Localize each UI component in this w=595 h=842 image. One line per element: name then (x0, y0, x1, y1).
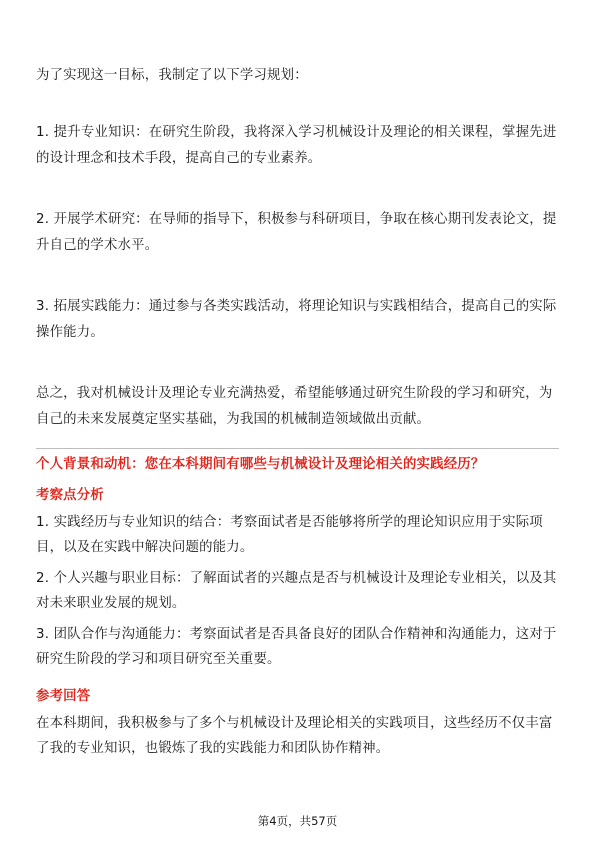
section-divider (36, 448, 559, 449)
analysis-item-3: 3. 团队合作与沟通能力：考察面试者是否具备良好的团队合作精神和沟通能力，这对于研究生阶段的学习和项目研究至关重要。 (36, 627, 557, 667)
page-footer: 第4页，共57页 (257, 814, 338, 828)
plan-item-1: 1. 提升专业知识：在研究生阶段，我将深入学习机械设计及理论的相关课程，掌握先进的设计理念和技术手段，提高自己的专业素养。 (36, 125, 557, 166)
plan-item-2: 2. 开展学术研究：在导师的指导下，积极参与科研项目，争取在核心期刊发表论文，提升自己的学术水平。 (36, 212, 557, 253)
question-heading: 个人背景和动机：您在本科期间有哪些与机械设计及理论相关的实践经历？ (36, 457, 485, 472)
analysis-heading: 考察点分析 (36, 488, 104, 503)
answer-heading: 参考回答 (36, 689, 91, 704)
analysis-item-2: 2. 个人兴趣与职业目标：了解面试者的兴趣点是否与机械设计及理论专业相关，以及其对未来职业发展的规划。 (36, 571, 557, 611)
conclusion-paragraph: 总之，我对机械设计及理论专业充满热爱，希望能够通过研究生阶段的学习和研究，为自己的未来发展奠定坚实基础，为我国的机械制造领域做出贡献。 (36, 386, 553, 427)
analysis-item-1: 1. 实践经历与专业知识的结合：考察面试者是否能够将所学的理论知识应用于实际项目，以及在实践中解决问题的能力。 (36, 515, 543, 555)
plan-item-3: 3. 拓展实践能力：通过参与各类实践活动，将理论知识与实践相结合，提高自己的实际操作能力。 (36, 299, 557, 340)
answer-paragraph: 在本科期间，我积极参与了多个与机械设计及理论相关的实践项目，这些经历不仅丰富了我的专业知识，也锻炼了我的实践能力和团队协作精神。 (36, 716, 553, 756)
intro-paragraph: 为了实现这一目标，我制定了以下学习规划： (36, 68, 308, 83)
